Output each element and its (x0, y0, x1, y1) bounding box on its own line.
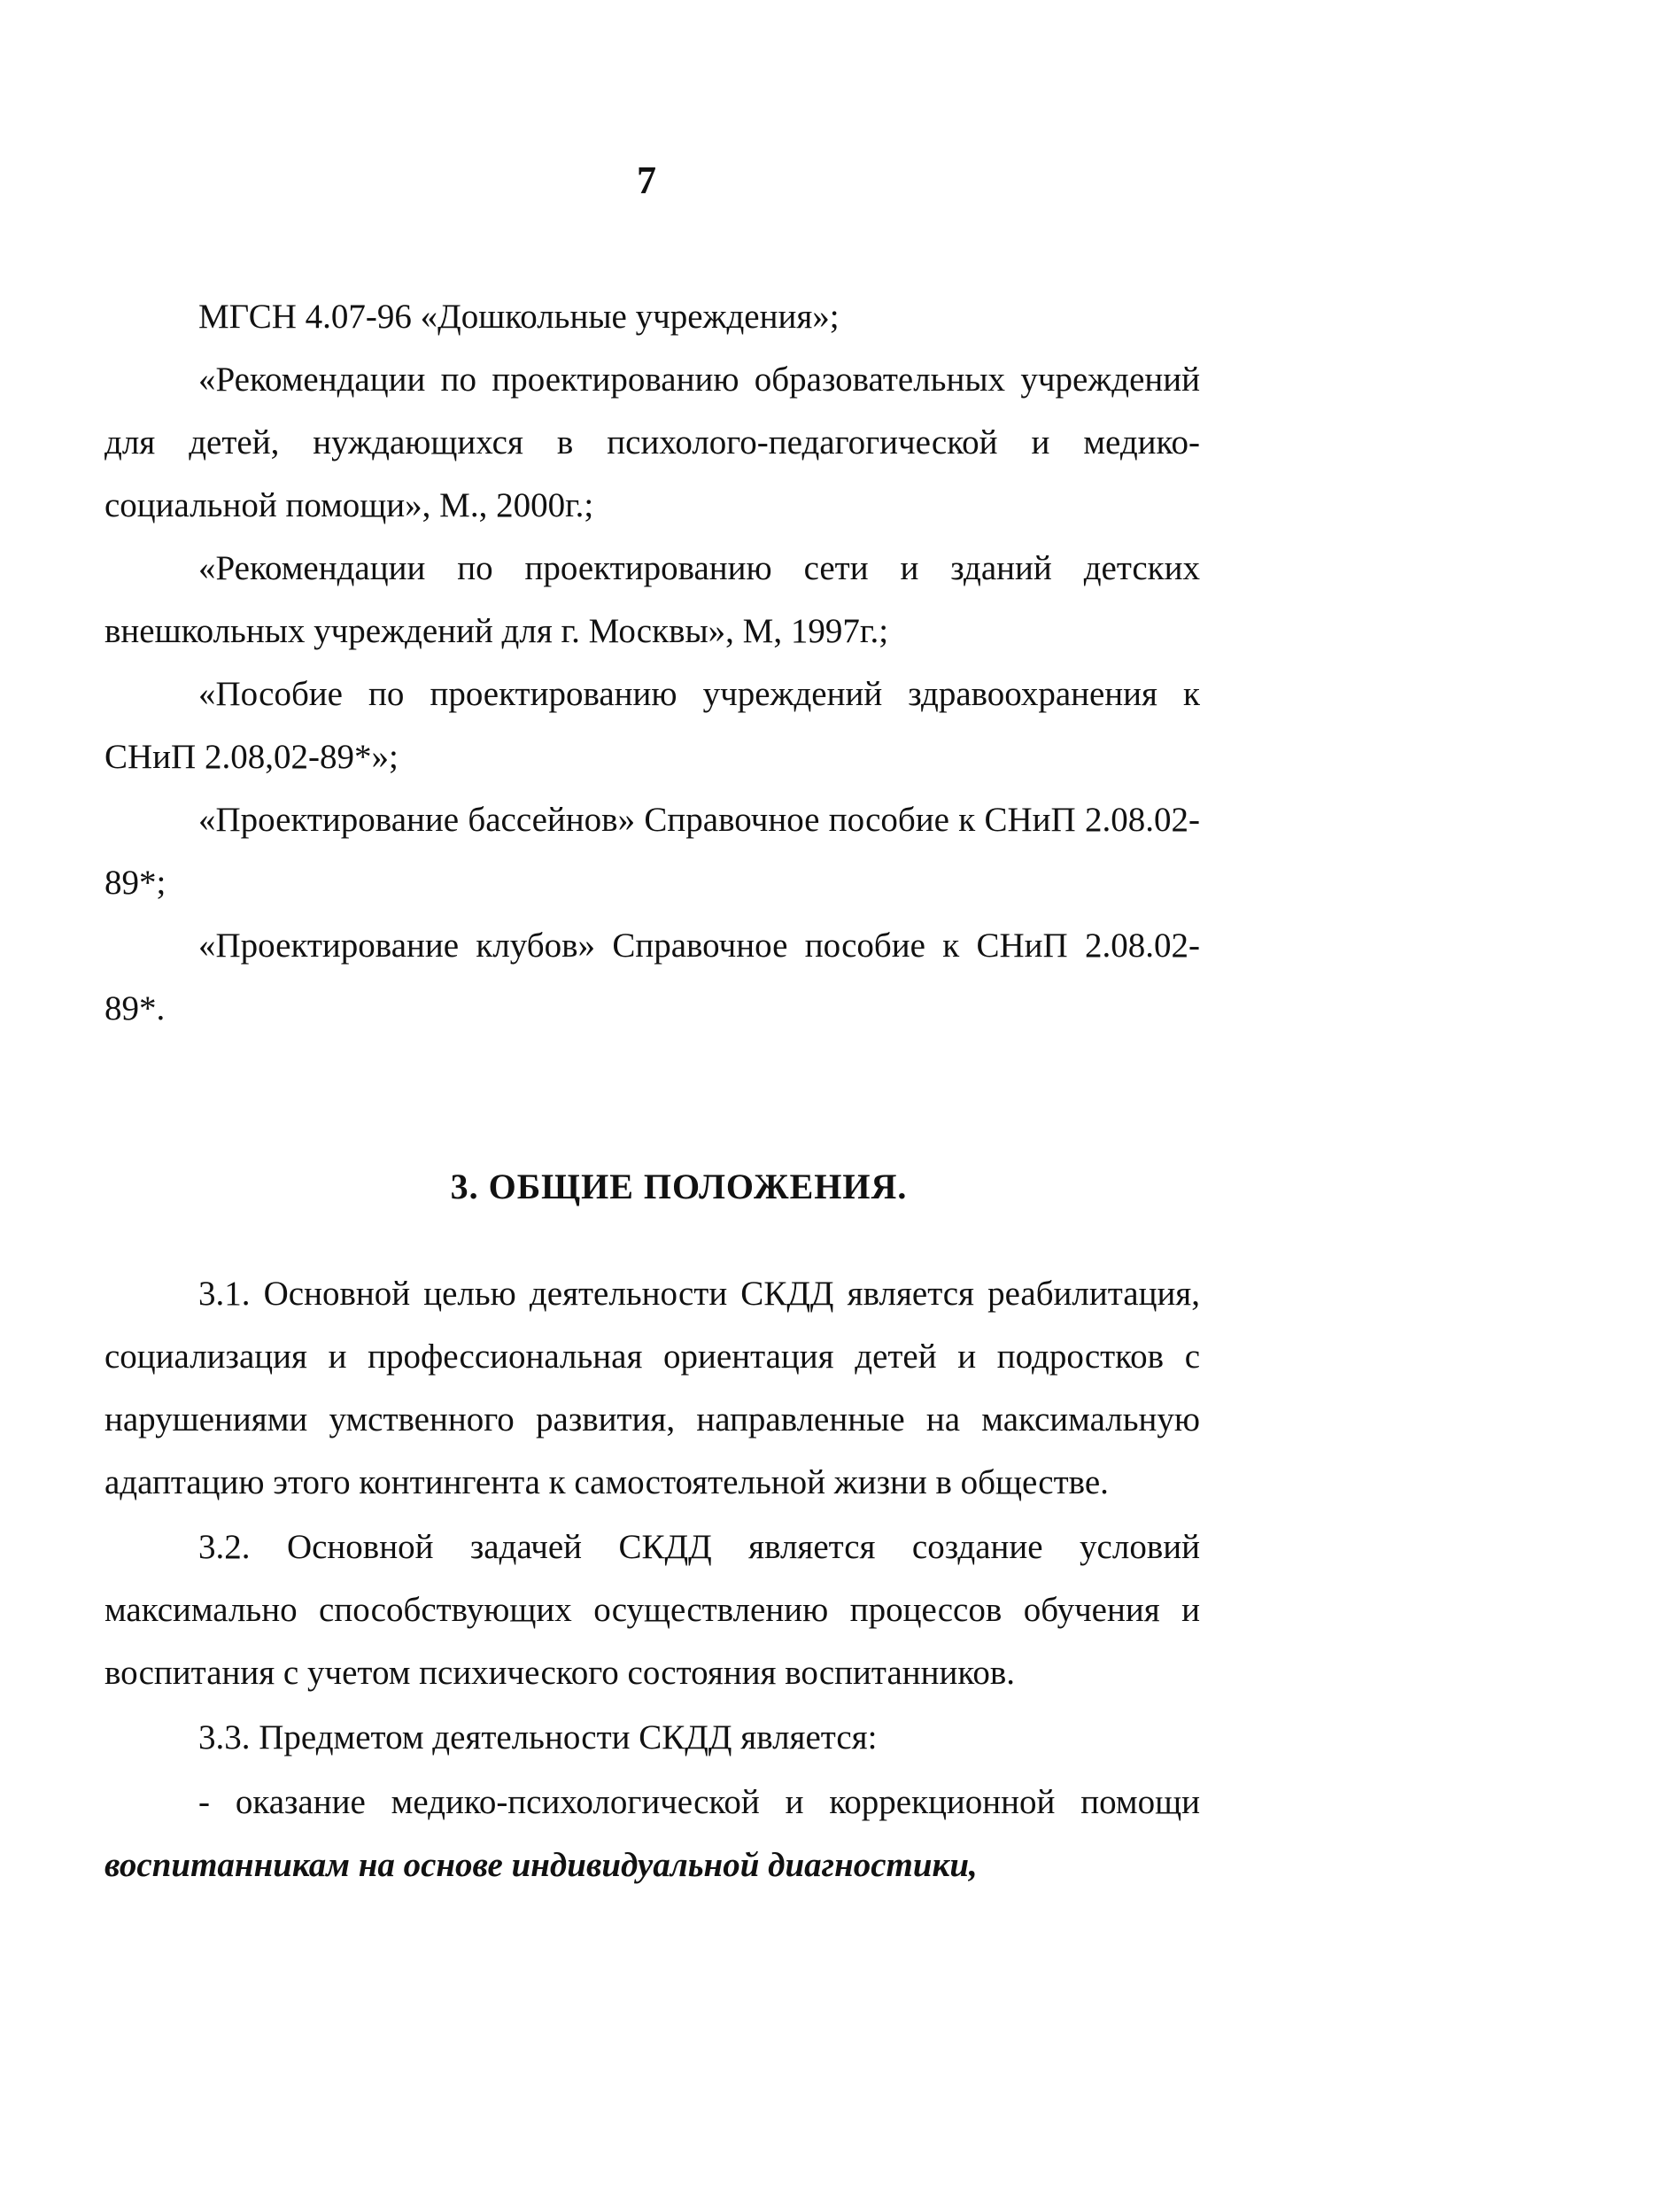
page-content (105, 285, 1200, 1896)
reference-item: «Проектирование клубов» Справочное пособие к СНиП 2.08.02-89*. (105, 927, 1200, 1027)
reference-item: «Рекомендации по проектированию образовательных учреждений для детей, нуждающихся в психолого-педагогической и медико-социальной помощи», М., 2000г.; (105, 361, 1200, 524)
reference-item: «Проектирование бассейнов» Справочное пособие к СНиП 2.08.02-89*; (105, 801, 1200, 902)
reference-item: «Пособие по проектированию учреждений здравоохранения к СНиП 2.08,02-89*»; (105, 675, 1200, 776)
page-number: 7 (637, 159, 656, 202)
reference-item: МГСН 4.07-96 «Дошкольные учреждения»; (198, 298, 840, 336)
paragraph-3-1: 3.1. Основной целью деятельности СКДД является реабилитация, социализация и профессиональная ориентация детей и подростков с нарушениями умственного развития, направленные на максимальную адаптацию этого контингента к самостоятельной жизни в обществе. (105, 1275, 1200, 1501)
reference-list (105, 285, 1200, 1040)
section-body (105, 1262, 1200, 1896)
reference-item: «Рекомендации по проектированию сети и зданий детских внешкольных учреждений для г. Москвы», М, 1997г.; (105, 549, 1200, 650)
list-item (105, 1771, 1200, 1896)
list-item-text: - оказание медико-психологической и коррекционной помощи (198, 1783, 1200, 1821)
section-title: 3. ОБЩИЕ ПОЛОЖЕНИЯ. (450, 1167, 908, 1206)
paragraph-3-2: 3.2. Основной задачей СКДД является создание условий максимально способствующих осуществлению процессов обучения и воспитания с учетом психического состояния воспитанников. (105, 1528, 1200, 1692)
paragraph-3-3: 3.3. Предметом деятельности СКДД является: (198, 1718, 878, 1756)
list-item-tail: воспитанникам на основе индивидуальной диагностики, (105, 1846, 978, 1884)
